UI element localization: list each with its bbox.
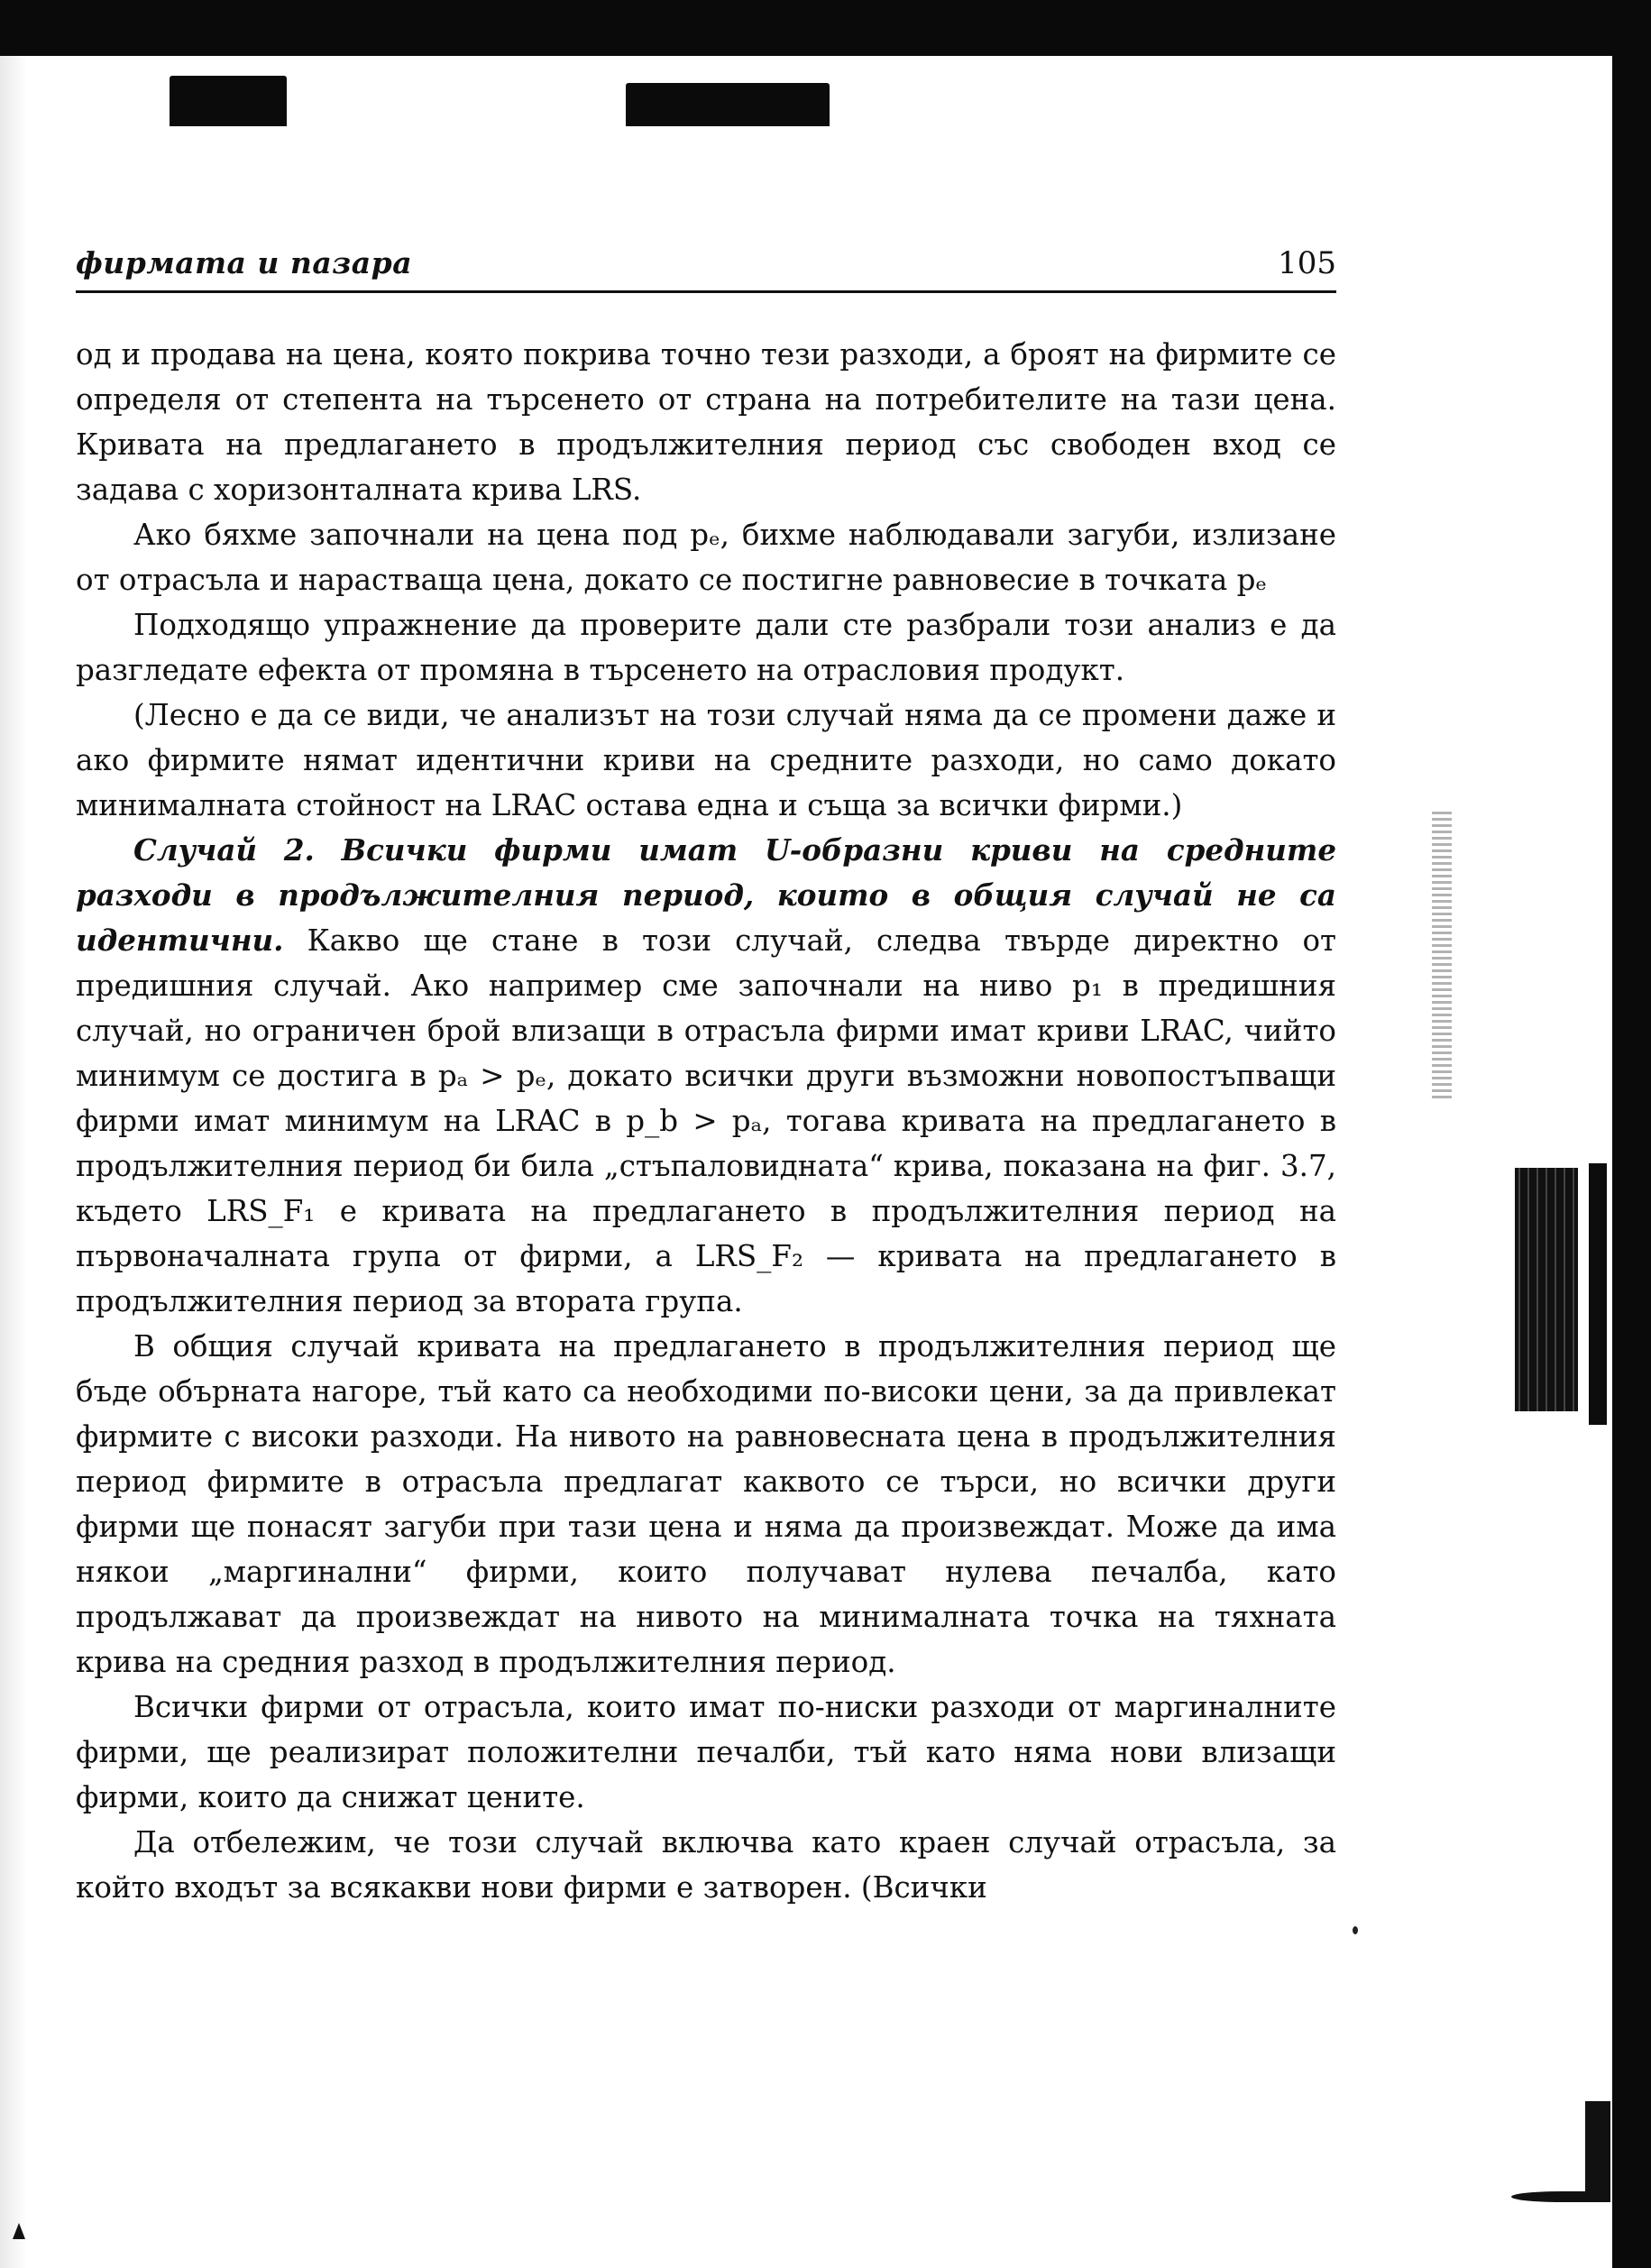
redaction-mark-left bbox=[170, 76, 287, 126]
page-number: 105 bbox=[1278, 245, 1336, 281]
scan-dot bbox=[1353, 1926, 1358, 1934]
scan-speckle bbox=[1515, 1168, 1578, 1411]
body-text bbox=[76, 332, 1336, 1910]
scan-speckle bbox=[1432, 812, 1452, 1100]
paragraph: од и продава на цена, която покрива точно тези разходи, а броят на фирмите се определя от степента на търсенето от страна на потребителите на тази цена. Кривата на предлагането в продължителния период със свободен вход се задава с хоризонталната крива LRS. bbox=[76, 337, 1336, 507]
scan-corner-mark bbox=[13, 2223, 25, 2239]
paragraph: В общия случай кривата на предлагането в продължителния период ще бъде обърната нагоре, тъй като са необходими по-високи цени, за да привлекат фирмите с високи разходи. На нивото на равновесната цена в продължителния период фирмите в отрасъла предлагат каквото се търси, но всички други фирми ще понасят загуби при тази цена и няма да произвеждат. Може да има някои „маргинални“ фирми, които получават нулева печалба, като продължават да произвеждат на нивото на минималната точка на тяхната крива на средния разход в продължителния период. bbox=[76, 1329, 1336, 1679]
redaction-mark-right bbox=[626, 83, 830, 126]
case-2-lead: Случай 2. Всички фирми имат U-образни криви на средните разходи в продължителния период, които в общия случай не са идентични. bbox=[76, 832, 1336, 958]
running-header bbox=[76, 245, 1336, 299]
scan-speckle bbox=[1585, 2101, 1610, 2200]
header-rule bbox=[76, 290, 1336, 293]
paragraph: Да отбележим, че този случай включва като краен случай отрасъла, за който входът за всякакви нови фирми е затворен. (Всички bbox=[76, 1825, 1336, 1905]
paragraph: Всички фирми от отрасъла, които имат по-ниски разходи от маргиналните фирми, ще реализират положителни печалби, тъй като няма нови влизащи фирми, които да снижат цените. bbox=[76, 1690, 1336, 1814]
case-2-body: Какво ще стане в този случай, следва твърде директно от предишния случай. Ако например сме започнали на ниво p₁ в предишния случай, но ограничен брой влизащи в отрасъла фирми имат криви LRAC, чийто минимум се достига в pₐ > pₑ, докато всички други възможни новопостъпващи фирми имат минимум на LRAC в p_b > pₐ, тогава кривата на предлагането в продължителния период би била „стъпаловидната“ крива, показана на фиг. 3.7, където LRS_F₁ е кривата на предлагането в продължителния период на първоначалната група от фирми, а LRS_F₂ — кривата на предлагането в продължителния период за втората група. bbox=[76, 923, 1336, 1318]
scan-speckle bbox=[1589, 1163, 1607, 1425]
paragraph: (Лесно е да се види, че анализът на този случай няма да се промени даже и ако фирмите нямат идентични криви на средните разходи, но само докато минималната стойност на LRAC остава една и съща за всички фирми.) bbox=[76, 698, 1336, 822]
paragraph: Подходящо упражнение да проверите дали сте разбрали този анализ е да разгледате ефекта от промяна в търсенето на отрасловия продукт. bbox=[76, 608, 1336, 687]
scan-border-right bbox=[1612, 50, 1651, 2268]
case-2-paragraph bbox=[76, 828, 1336, 1324]
scan-shadow-left bbox=[0, 0, 27, 2268]
running-title: фирмата и пазара bbox=[76, 245, 413, 280]
paragraph: Ако бяхме започнали на цена под pₑ, бихме наблюдавали загуби, излизане от отрасъла и нарастваща цена, докато се постигне равновесие в точката pₑ bbox=[76, 518, 1336, 597]
scan-border-top bbox=[0, 0, 1651, 56]
